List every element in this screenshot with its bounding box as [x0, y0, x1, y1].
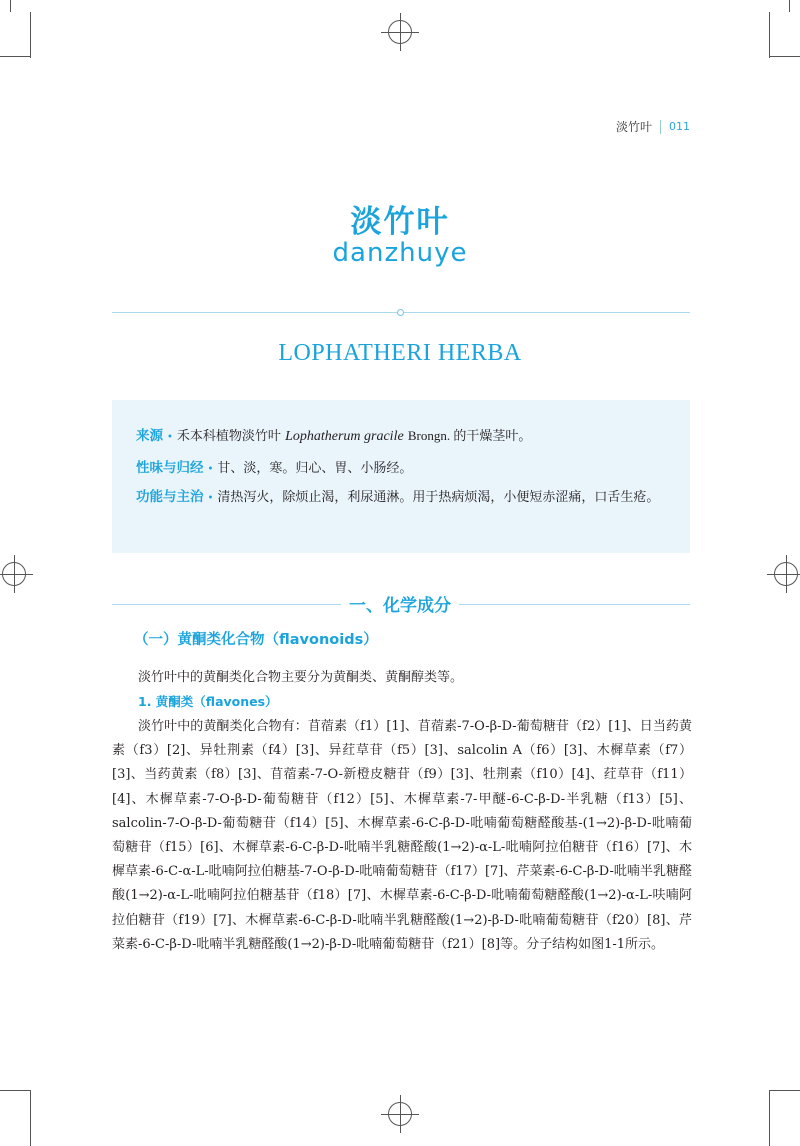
pinyin-title: danzhuye — [332, 238, 468, 268]
running-head — [616, 118, 690, 135]
crop-mark — [789, 0, 790, 12]
page-number: 011 — [669, 120, 690, 133]
registration-mark — [774, 562, 798, 586]
species-name: Lophatherum gracile — [285, 429, 404, 444]
nature-label: 性味与归经 — [136, 460, 204, 476]
function-row — [136, 484, 670, 512]
running-head-title: 淡竹叶 — [615, 120, 652, 134]
crop-mark — [30, 12, 31, 58]
info-box — [112, 400, 690, 553]
crop-mark — [769, 12, 770, 58]
source-label: 来源 — [136, 428, 163, 444]
crop-mark — [10, 0, 11, 12]
body-paragraph: 淡竹叶中的黄酮类化合物有：苜蓿素（f1）[1]、苜蓿素-7-O-β-D-葡萄糖苷（f2）[1]、日当药黄素（f3）[2]、异牡荆素（f4）[3]、异荭草苷（f5）[3]、salcolin A（f6）[3]、木樨草素（f7）[3]、当药黄素（f8）[3]、苜蓿素-7-O-新橙皮糖苷（f9）[3]、牡荆素（f10）[4]、荭草苷（f11）[4]、木樨草素-7-O-β-D-葡萄糖苷（f12）[5]、木樨草素-7-甲醚-6-C-β-D-半乳糖（f13）[5]、salcolin-7-O-β-D-葡萄糖苷（f14）[5]、木樨草素-6-C-β-D-吡喃葡萄糖醛酸基-(1→2)-β-D-吡喃葡萄糖苷（f15）[6]、木樨草素-6-C-β-D-吡喃半乳糖醛酸(1→2)-α-L-吡喃阿拉伯糖苷（f16）[7]、木樨草素-6-C-α-L-吡喃阿拉伯糖基-7-O-β-D-吡喃葡萄糖苷（f17）[7]、芹菜素-6-C-β-D-吡喃半乳糖醛酸(1→2)-α-L-吡喃阿拉伯糖基苷（f18）[7]、木樨草素-6-C-β-D-吡喃葡萄糖醛酸(1→2)-α-L-呋喃阿拉伯糖苷（f19）[7]、木樨草素-6-C-β-D-吡喃半乳糖醛酸(1→2)-β-D-吡喃葡萄糖苷（f20）[8]、芹菜素-6-C-β-D-吡喃半乳糖醛酸(1→2)-β-D-吡喃葡萄糖苷（f21）[8]等。分子结构如图1-1所示。 — [112, 719, 692, 952]
page-title: 淡竹叶 — [350, 204, 450, 240]
registration-mark — [388, 20, 412, 44]
crop-mark — [0, 56, 30, 57]
source-text-end: Brongn. 的干燥茎叶。 — [407, 428, 532, 443]
bullet-icon: • — [207, 464, 214, 475]
intro-paragraph: 淡竹叶中的黄酮类化合物主要分为黄酮类、黄酮醇类等。 — [138, 670, 464, 685]
latin-title: LOPHATHERI HERBA — [278, 340, 522, 366]
section-title-text: 一、化学成分 — [341, 596, 459, 616]
nature-text: 甘、淡，寒。归心、胃、小肠经。 — [217, 461, 413, 476]
source-row — [136, 423, 670, 451]
bullet-icon: • — [207, 493, 214, 504]
registration-mark — [388, 1102, 412, 1126]
crop-mark — [770, 56, 800, 57]
bullet-icon: • — [167, 432, 173, 443]
subsection-title: （一）黄酮类化合物（flavonoids） — [134, 632, 378, 648]
registration-mark — [2, 562, 26, 586]
nature-row — [136, 455, 670, 483]
crop-mark — [30, 1090, 31, 1146]
crop-mark — [769, 1090, 770, 1146]
running-head-separator — [660, 120, 661, 134]
divider-ornament — [397, 309, 404, 316]
section-title — [0, 591, 800, 616]
subsubsection-title: 1. 黄酮类（flavones） — [138, 694, 278, 709]
crop-mark — [770, 1090, 800, 1091]
source-text: 禾本科植物淡竹叶 — [176, 429, 281, 444]
function-text: 清热泻火，除烦止渴，利尿通淋。用于热病烦渴，小便短赤涩痛，口舌生疮。 — [217, 490, 660, 505]
function-label: 功能与主治 — [136, 489, 204, 505]
crop-mark — [0, 1090, 30, 1091]
